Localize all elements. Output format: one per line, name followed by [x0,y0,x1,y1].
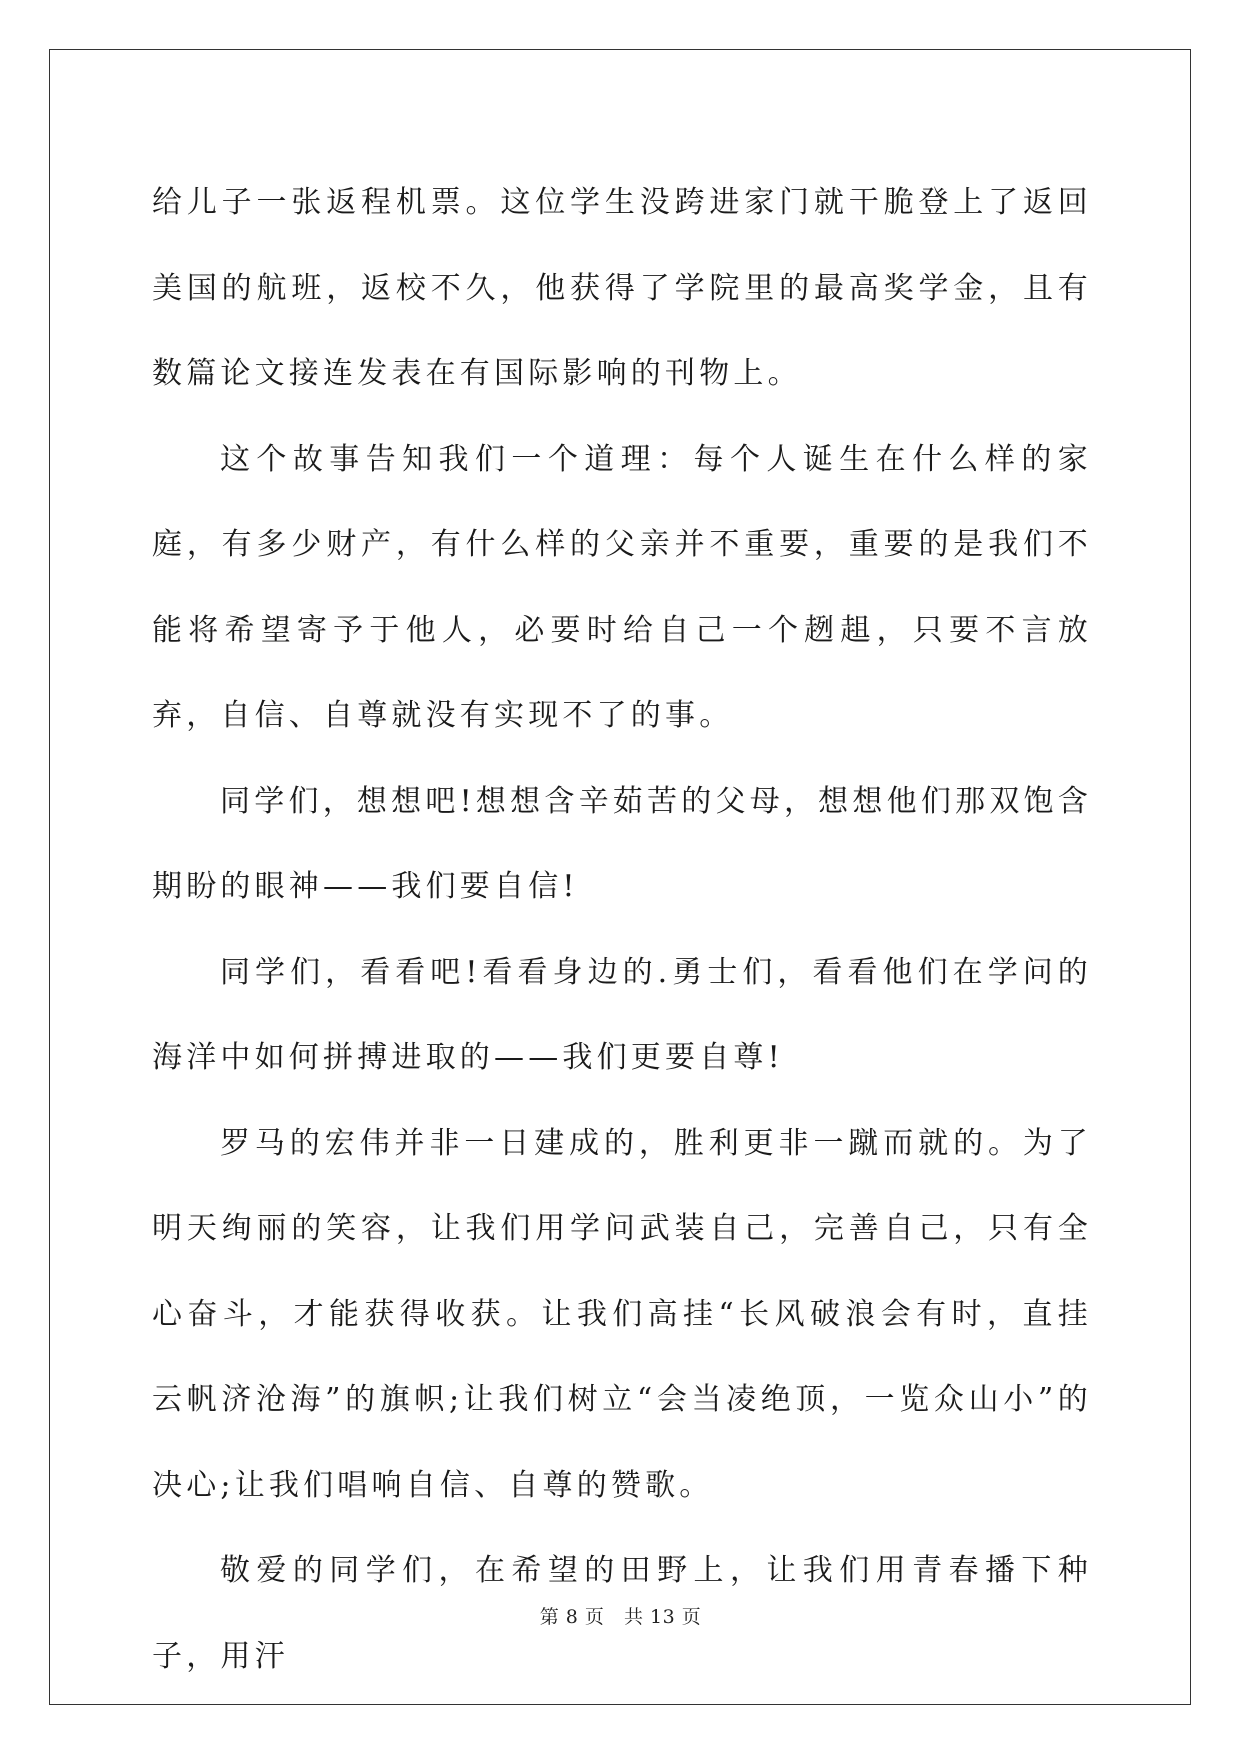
paragraph-6: 敬爱的同学们，在希望的田野上，让我们用青春播下种子，用汗 [152,1553,1092,1674]
paragraph-3: 同学们，想想吧!想想含辛茹苦的父母，想想他们那双饱含期盼的眼神——我们要自信! [152,783,1092,904]
page-number: 第 8 页 [539,1606,605,1628]
paragraph-5: 罗马的宏伟并非一日建成的，胜利更非一蹴而就的。为了明天绚丽的笑容，让我们用学问武装自己，完善自己，只有全心奋斗，才能获得收获。让我们高挂“长风破浪会有时，直挂云帆济沧海”的旗帜;让我们树立“会当凌绝顶，一览众山小”的决心;让我们唱响自信、自尊的赞歌。 [152,1125,1092,1503]
paragraph-4: 同学们，看看吧!看看身边的.勇士们，看看他们在学问的海洋中如何拼搏进取的——我们更要自尊! [152,954,1092,1075]
page-footer [0,1602,1241,1629]
paragraph-1: 给儿子一张返程机票。这位学生没跨进家门就干脆登上了返回美国的航班，返校不久，他获得了学院里的最高奖学金，且有数篇论文接连发表在有国际影响的刊物上。 [152,185,1092,391]
paragraph-2: 这个故事告知我们一个道理：每个人诞生在什么样的家庭，有多少财产，有什么样的父亲并不重要，重要的是我们不能将希望寄予于他人，必要时给自己一个趔趄，只要不言放弃，自信、自尊就没有实现不了的事。 [152,441,1092,733]
page-total: 共 13 页 [624,1606,702,1628]
document-body [152,160,1092,1699]
